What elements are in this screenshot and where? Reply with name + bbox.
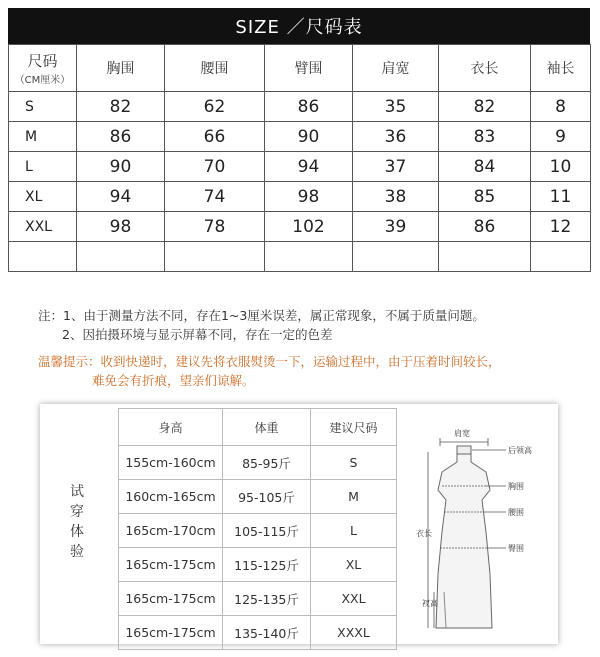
value-cell: 94 (265, 152, 353, 182)
table-row (119, 446, 397, 480)
note-line-1: 注：1、由于测量方法不同，存在1~3厘米误差，属正常现象，不属于质量问题。 (38, 308, 485, 323)
qipao-measurement-diagram (402, 414, 552, 636)
value-cell: 37 (353, 152, 439, 182)
size-chart-grid (8, 44, 591, 272)
value-cell: 78 (165, 212, 265, 242)
value-cell: 102 (265, 212, 353, 242)
table-row (119, 514, 397, 548)
value-cell: 62 (165, 92, 265, 122)
value-cell: 36 (353, 122, 439, 152)
label-hip: 臀围 (508, 544, 524, 553)
value-cell: 70 (165, 152, 265, 182)
value-cell: 8 (531, 92, 591, 122)
table-row (9, 152, 591, 182)
tryon-panel (40, 404, 558, 644)
label-bust: 胸围 (508, 482, 524, 491)
height-cell: 155cm-160cm (119, 446, 223, 480)
weight-cell: 95-105斤 (223, 480, 311, 514)
table-row (9, 182, 591, 212)
value-cell: 74 (165, 182, 265, 212)
value-cell: 86 (439, 212, 531, 242)
weight-cell: 105-115斤 (223, 514, 311, 548)
table-row (119, 616, 397, 650)
size-column-header (9, 45, 77, 92)
warm-tip (38, 352, 578, 390)
height-cell: 165cm-175cm (119, 616, 223, 650)
column-header-hip: 臂围 (265, 45, 353, 92)
collar-icon (457, 446, 471, 454)
column-header-waist: 腰围 (165, 45, 265, 92)
tip-line-2: 难免会有折痕，望亲们谅解。 (92, 373, 255, 388)
value-cell: 82 (439, 92, 531, 122)
label-waist: 腰围 (508, 508, 524, 517)
size-chart (8, 8, 590, 272)
size-cell: S (9, 92, 77, 122)
value-cell: 9 (531, 122, 591, 152)
label-slit: 衩高 (422, 599, 438, 608)
size-column-unit: （CM厘米） (14, 75, 71, 86)
column-header-bust: 胸围 (77, 45, 165, 92)
suggested-size-cell: XXXL (311, 616, 397, 650)
size-chart-title: SIZE ／尺码表 (8, 8, 590, 44)
column-header-suggested-size: 建议尺码 (311, 409, 397, 446)
column-header-length: 衣长 (439, 45, 531, 92)
tip-label: 温馨提示： (38, 354, 101, 369)
column-header-weight: 体重 (223, 409, 311, 446)
label-shoulder: 肩宽 (454, 429, 470, 438)
suggested-size-cell: XL (311, 548, 397, 582)
suggested-size-cell: M (311, 480, 397, 514)
label-collar: 后领高 (508, 446, 532, 455)
tryon-header-row (119, 409, 397, 446)
suggested-size-cell: L (311, 514, 397, 548)
column-header-height: 身高 (119, 409, 223, 446)
value-cell: 85 (439, 182, 531, 212)
height-cell: 165cm-175cm (119, 582, 223, 616)
size-cell: L (9, 152, 77, 182)
value-cell: 38 (353, 182, 439, 212)
value-cell: 98 (265, 182, 353, 212)
column-header-shoulder: 肩宽 (353, 45, 439, 92)
height-cell: 160cm-165cm (119, 480, 223, 514)
size-cell: XXL (9, 212, 77, 242)
value-cell: 90 (265, 122, 353, 152)
column-header-sleeve: 袖长 (531, 45, 591, 92)
suggested-size-cell: S (311, 446, 397, 480)
value-cell: 86 (77, 122, 165, 152)
value-cell: 82 (77, 92, 165, 122)
table-row (9, 122, 591, 152)
weight-cell: 135-140斤 (223, 616, 311, 650)
value-cell: 39 (353, 212, 439, 242)
tryon-table (118, 408, 397, 650)
value-cell: 83 (439, 122, 531, 152)
empty-row (9, 242, 591, 272)
table-row (9, 92, 591, 122)
size-cell: M (9, 122, 77, 152)
weight-cell: 125-135斤 (223, 582, 311, 616)
value-cell: 90 (77, 152, 165, 182)
value-cell: 10 (531, 152, 591, 182)
label-length: 衣长 (416, 529, 432, 538)
value-cell: 86 (265, 92, 353, 122)
value-cell: 66 (165, 122, 265, 152)
size-chart-header-row (9, 45, 591, 92)
size-cell: XL (9, 182, 77, 212)
value-cell: 35 (353, 92, 439, 122)
value-cell: 98 (77, 212, 165, 242)
measurement-notes (38, 306, 578, 344)
table-row (9, 212, 591, 242)
suggested-size-cell: XXL (311, 582, 397, 616)
value-cell: 94 (77, 182, 165, 212)
height-cell: 165cm-170cm (119, 514, 223, 548)
tryon-label: 试穿体验 (70, 484, 84, 560)
value-cell: 84 (439, 152, 531, 182)
tip-line-1: 收到快递时，建议先将衣服熨烫一下，运输过程中，由于压着时间较长， (100, 354, 501, 369)
value-cell: 12 (531, 212, 591, 242)
table-row (119, 480, 397, 514)
weight-cell: 85-95斤 (223, 446, 311, 480)
value-cell: 11 (531, 182, 591, 212)
table-row (119, 582, 397, 616)
size-column-label: 尺码 (27, 52, 58, 70)
height-cell: 165cm-175cm (119, 548, 223, 582)
table-row (119, 548, 397, 582)
weight-cell: 115-125斤 (223, 548, 311, 582)
note-line-2: 2、因拍摄环境与显示屏幕不同，存在一定的色差 (62, 327, 333, 342)
